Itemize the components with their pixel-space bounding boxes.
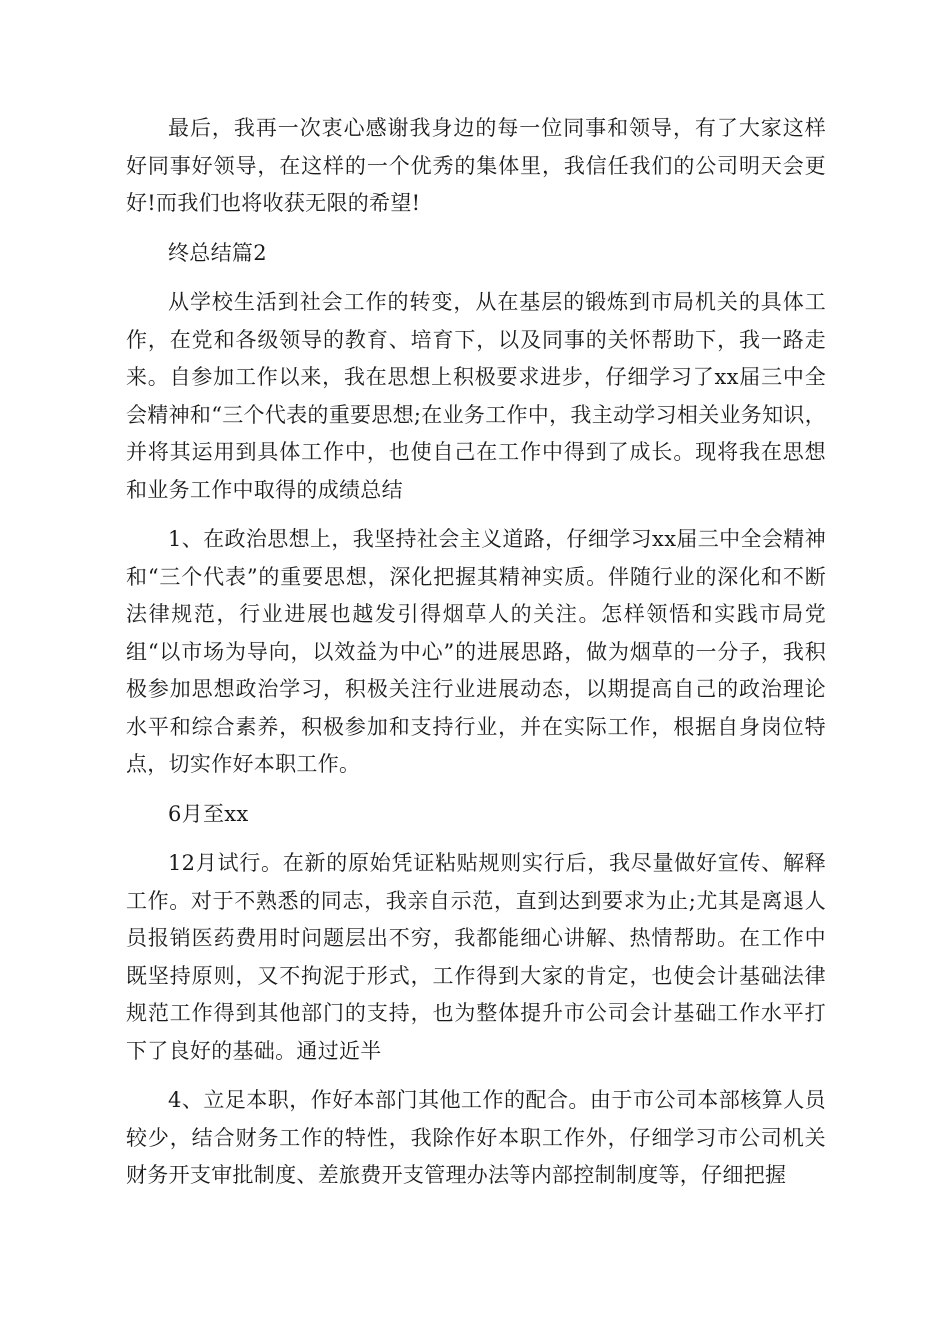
trial-paragraph: 12月试行。在新的原始凭证粘贴规则实行后，我尽量做好宣传、解释工作。对于不熟悉的同志，我亲自示范，直到达到要求为止;尤其是离退人员报销医药费用时问题层出不穷，我都能细心讲解、热情帮助。在工作中既坚持原则，又不拘泥于形式，工作得到大家的肯定，也使会计基础法律规范工作得到其他部门的支持，也为整体提升市公司会计基础工作水平打下了良好的基础。通过近半 xyxy=(126,851,826,1063)
political-thought-paragraph: 1、在政治思想上，我坚持社会主义道路，仔细学习xx届三中全会精神和“三个代表”的重要思想，深化把握其精神实质。伴随行业的深化和不断法律规范，行业进展也越发引得烟草人的关注。怎样领悟和实践市局党组“以市场为导向，以效益为中心”的进展思路，做为烟草的一分子，我积极参加思想政治学习，积极关注行业进展动态，以期提高自己的政治理论水平和综合素养，积极参加和支持行业，并在实际工作，根据自身岗位特点，切实作好本职工作。 xyxy=(126,527,826,776)
date-range-line: 6月至xx xyxy=(168,801,249,826)
intro-paragraph: 从学校生活到社会工作的转变，从在基层的锻炼到市局机关的具体工作，在党和各级领导的教育、培育下，以及同事的关怀帮助下，我一路走来。自参加工作以来，我在思想上积极要求进步，仔细学习了xx届三中全会精神和“三个代表的重要思想;在业务工作中，我主动学习相关业务知识，并将其运用到具体工作中，也使自己在工作中得到了成长。现将我在思想和业务工作中取得的成绩总结 xyxy=(126,290,827,502)
cooperation-paragraph: 4、立足本职，作好本部门其他工作的配合。由于市公司本部核算人员较少，结合财务工作的特性，我除作好本职工作外，仔细学习市公司机关财务开支审批制度、差旅费开支管理办法等内部控制制度等，仔细把握 xyxy=(126,1088,826,1187)
document-body xyxy=(126,110,826,1207)
section-heading: 终总结篇2 xyxy=(168,240,267,265)
closing-paragraph: 最后，我再一次衷心感谢我身边的每一位同事和领导，有了大家这样好同事好领导，在这样的一个优秀的集体里，我信任我们的公司明天会更好!而我们也将收获无限的希望! xyxy=(126,116,826,215)
